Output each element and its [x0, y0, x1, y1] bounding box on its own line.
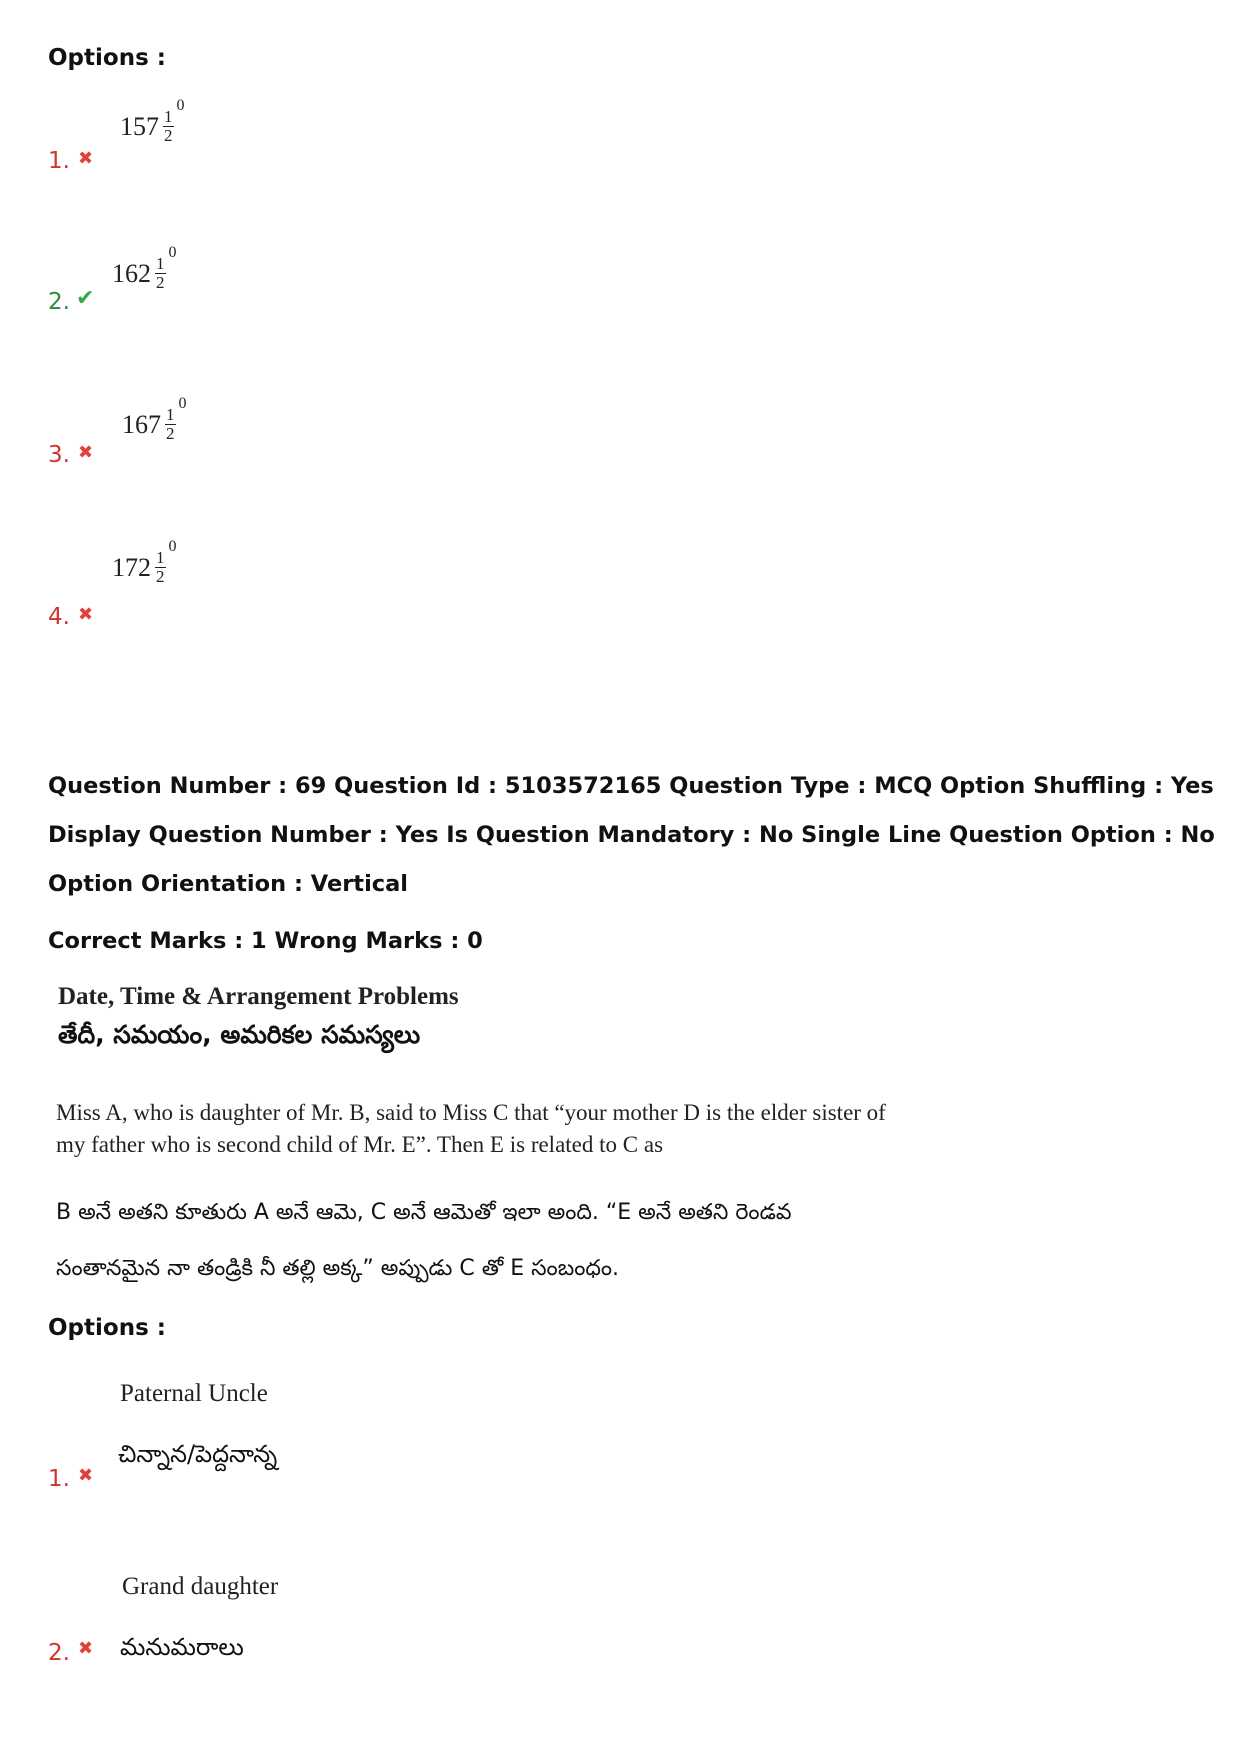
- question-topic-english: Date, Time & Arrangement Problems: [58, 983, 459, 1010]
- options-heading: Options :: [48, 45, 166, 71]
- option-value-integer: 172: [112, 552, 151, 582]
- question-text-telugu-2: సంతానమైన నా తండ్రికి నీ తల్లి అక్క” అప్పుడు C తో E సంబంధం.: [56, 1256, 620, 1281]
- question-text-english-1: Miss A, who is daughter of Mr. B, said to Miss C that “your mother D is the elder sister of: [56, 1100, 886, 1125]
- fraction-denominator: 2: [166, 424, 175, 443]
- question-text-telugu-1: B అనే అతని కూతురు A అనే ఆమె, C అనే ఆమెతో ఇలా అంది. “E అనే అతని రెండవ: [56, 1200, 792, 1225]
- fraction-numerator: 1: [166, 405, 175, 424]
- cross-icon: ✖: [78, 604, 94, 625]
- fraction-numerator: 1: [156, 548, 165, 567]
- fraction: [155, 538, 177, 586]
- cross-icon: ✖: [78, 1465, 94, 1486]
- cross-icon: ✖: [78, 442, 94, 463]
- question-topic-telugu: తేదీ, సమయం, అమరికల సమస్యలు: [58, 1020, 421, 1049]
- option-1-telugu: చిన్నాన/పెద్దనాన్న: [118, 1440, 278, 1468]
- question-meta-line-2: Display Question Number : Yes Is Question Mandatory : No Single Line Question Option : No: [48, 822, 1215, 848]
- option-2-telugu: మనుమరాలు: [120, 1633, 244, 1661]
- fraction: [165, 395, 187, 443]
- option-value-integer: 167: [122, 409, 161, 439]
- option-1-english: Paternal Uncle: [120, 1380, 268, 1407]
- option-4-value: [112, 538, 177, 586]
- degree-superscript: 0: [176, 97, 185, 114]
- question-meta-line-3: Option Orientation : Vertical: [48, 871, 409, 897]
- option-2-number: 2.: [48, 289, 70, 315]
- option-1-number: 1.: [48, 1466, 70, 1492]
- fraction: [155, 244, 177, 292]
- degree-superscript: 0: [178, 395, 187, 412]
- options-heading: Options :: [48, 1315, 166, 1341]
- cross-icon: ✖: [78, 1638, 94, 1659]
- option-3-number: 3.: [48, 442, 70, 468]
- check-icon: ✔: [76, 286, 95, 311]
- option-1-number: 1.: [48, 148, 70, 174]
- degree-superscript: 0: [168, 244, 177, 261]
- question-marks: Correct Marks : 1 Wrong Marks : 0: [48, 928, 483, 954]
- fraction: [163, 97, 185, 145]
- option-value-integer: 162: [112, 258, 151, 288]
- option-3-value: [122, 395, 187, 443]
- question-text-english-2: my father who is second child of Mr. E”. Then E is related to C as: [56, 1132, 664, 1157]
- option-1-value: [120, 97, 185, 145]
- degree-superscript: 0: [168, 538, 177, 555]
- fraction-numerator: 1: [164, 107, 173, 126]
- fraction-denominator: 2: [156, 567, 165, 586]
- question-meta-line-1: Question Number : 69 Question Id : 5103572165 Question Type : MCQ Option Shuffling : Yes: [48, 773, 1214, 799]
- fraction-denominator: 2: [164, 126, 173, 145]
- fraction-numerator: 1: [156, 254, 165, 273]
- option-value-integer: 157: [120, 111, 159, 141]
- option-2-number: 2.: [48, 1640, 70, 1666]
- cross-icon: ✖: [78, 148, 94, 169]
- option-2-value: [112, 244, 177, 292]
- option-4-number: 4.: [48, 604, 70, 630]
- fraction-denominator: 2: [156, 273, 165, 292]
- option-2-english: Grand daughter: [122, 1573, 279, 1600]
